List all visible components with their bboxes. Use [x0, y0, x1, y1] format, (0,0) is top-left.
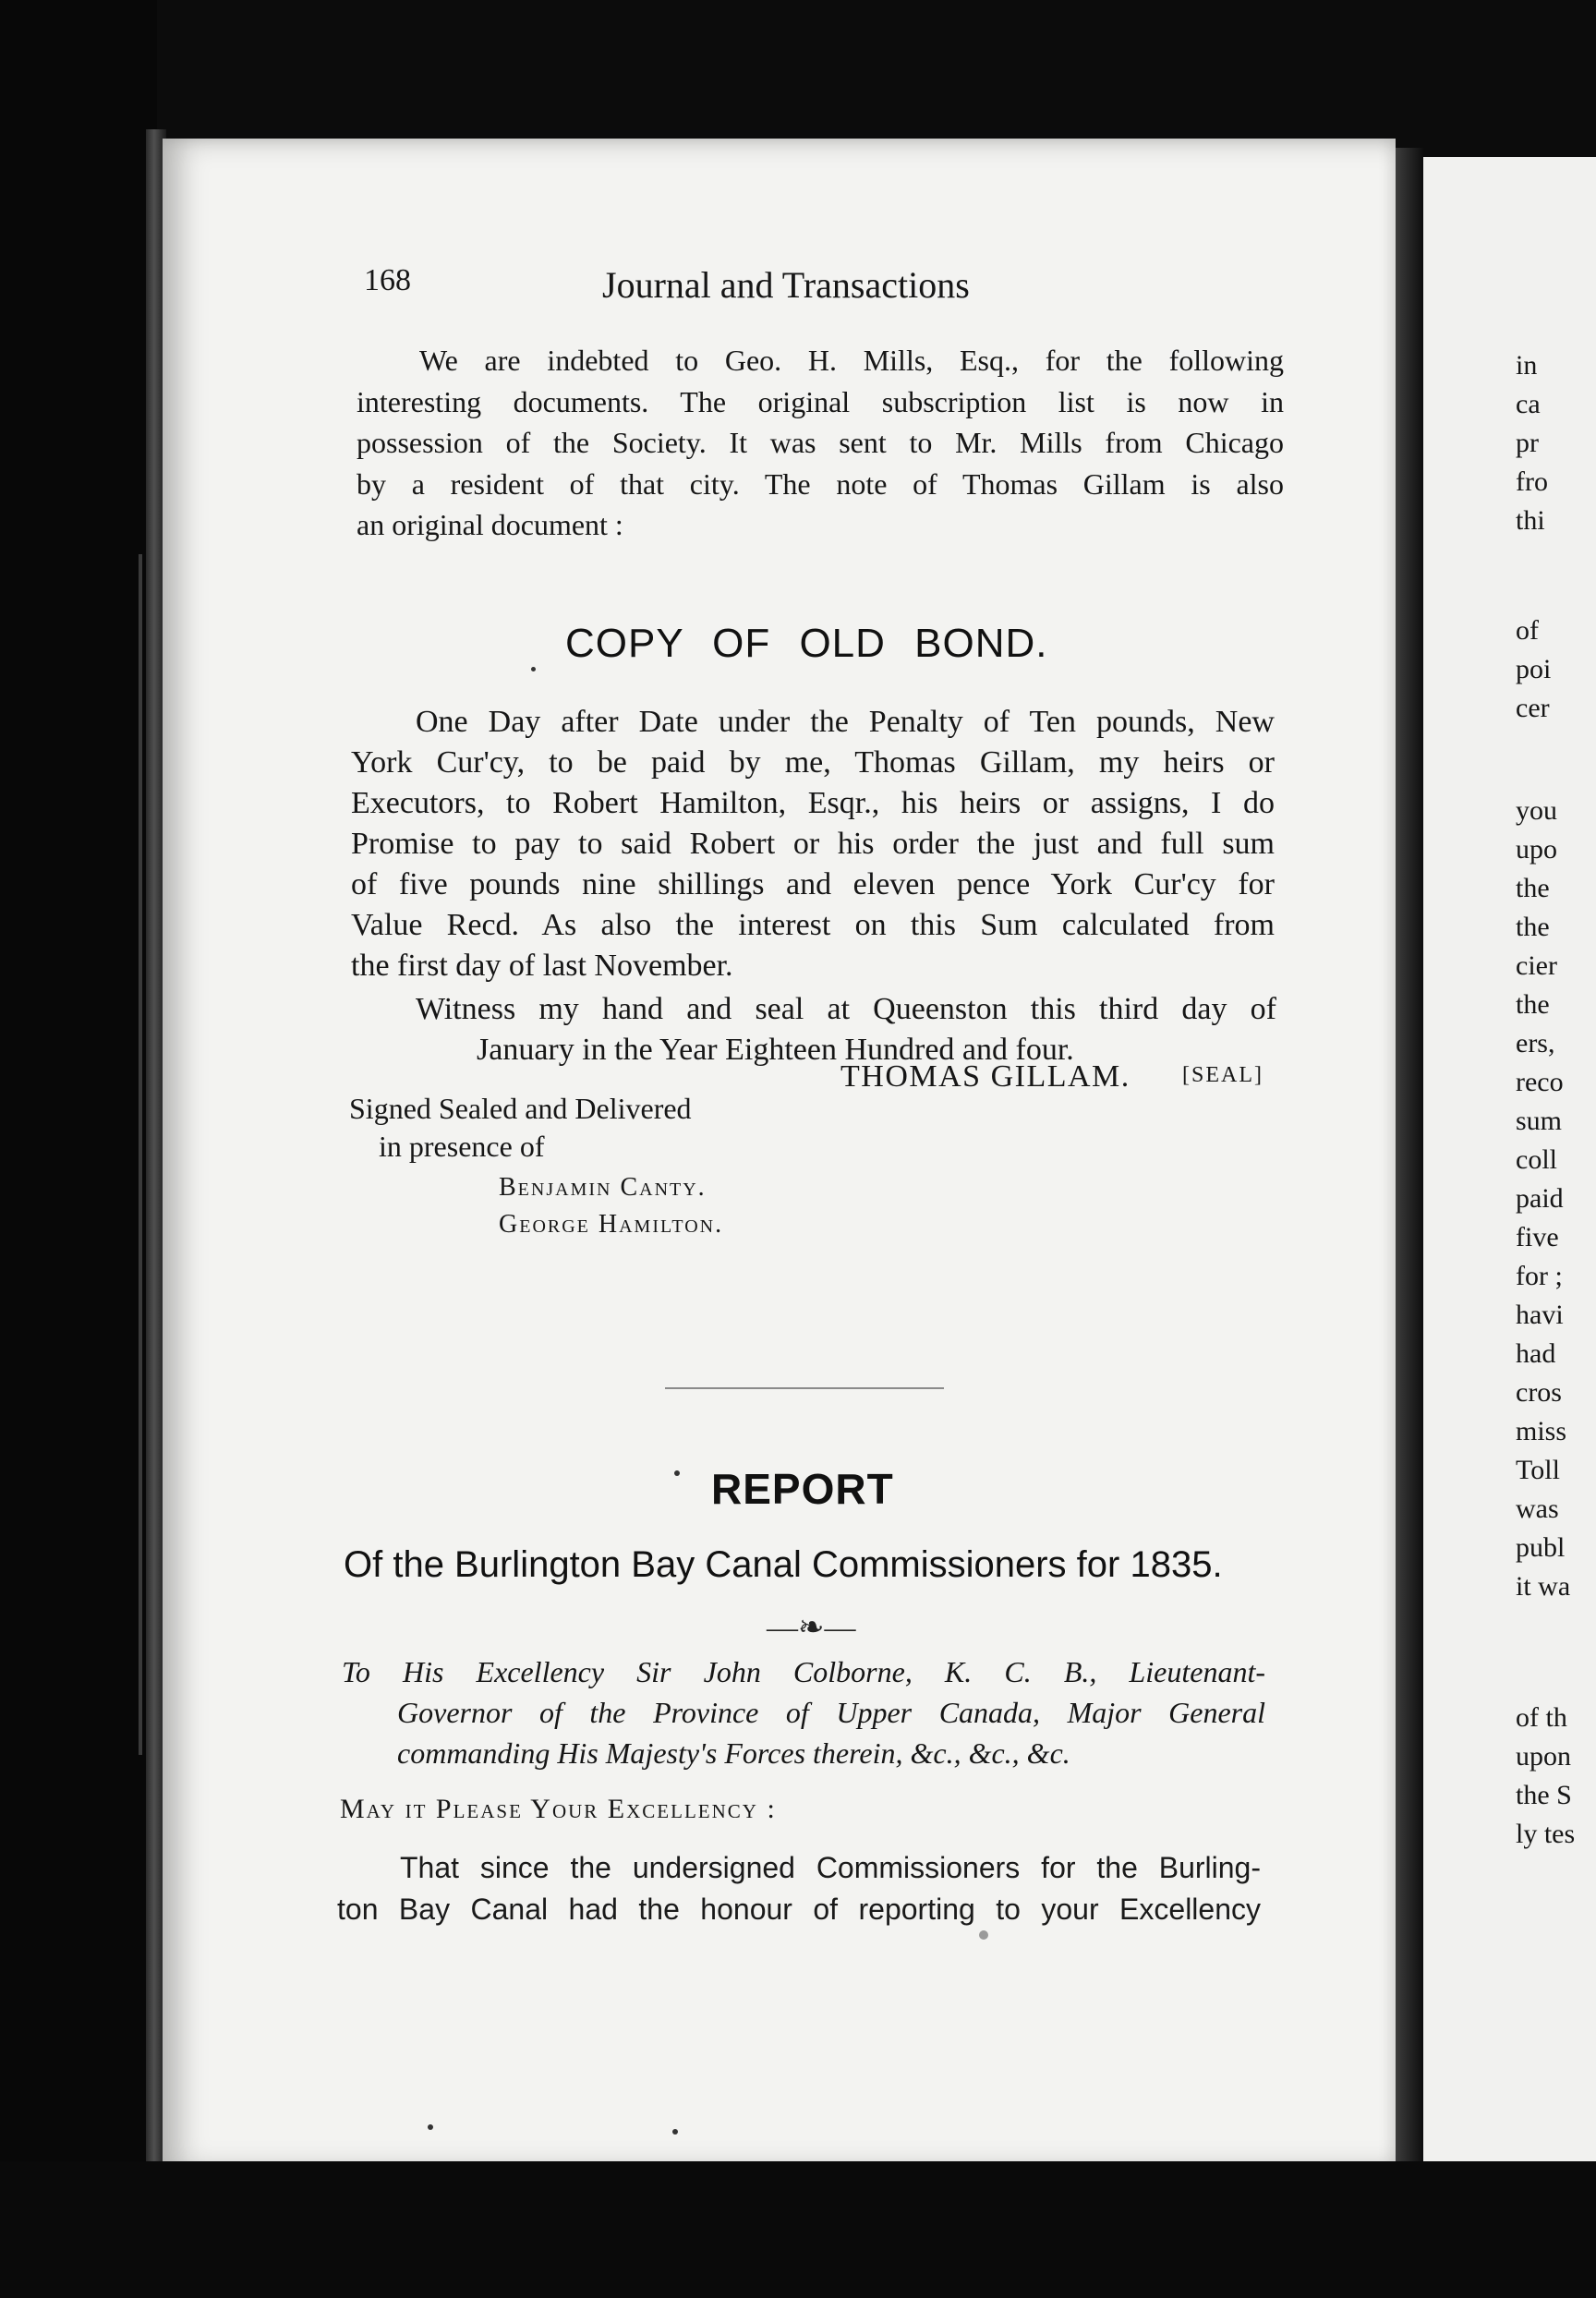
facing-page-fragment: upo: [1516, 834, 1557, 865]
text-line: That since the undersigned Commissioners for the Burling-: [400, 1851, 1261, 1884]
facing-page-fragment: sum: [1516, 1106, 1563, 1136]
scan-speck: [672, 2129, 678, 2135]
facing-page-fragment: of: [1516, 615, 1539, 646]
facing-page-fragment: of th: [1516, 1702, 1567, 1733]
facing-page-fragment: it wa: [1516, 1571, 1571, 1602]
facing-page-fragment: cros: [1516, 1377, 1562, 1408]
text-line: Governor of the Province of Upper Canada, Major General: [397, 1696, 1265, 1729]
facing-page-fragment: ers,: [1516, 1028, 1555, 1058]
text-line: possession of the Society. It was sent to Mr. Mills from Chicago: [357, 426, 1284, 459]
text-line: the first day of last November.: [351, 949, 733, 983]
facing-page: [1423, 157, 1596, 2171]
running-header: [364, 263, 1315, 319]
facing-page-fragment: the: [1516, 912, 1550, 942]
running-title: Journal and Transactions: [602, 264, 970, 306]
text-line: Witness my hand and seal at Queenston this third day of: [416, 992, 1276, 1026]
facing-page-fragment: ly tes: [1516, 1819, 1576, 1849]
seal-mark: [SEAL]: [1182, 1063, 1264, 1087]
text-line: by a resident of that city. The note of Thomas Gillam is also: [357, 466, 1284, 501]
facing-page-fragment: the: [1516, 873, 1550, 903]
scan-speck: [979, 1930, 988, 1940]
facing-page-fragment: cer: [1516, 693, 1550, 723]
facing-page-fragment: upon: [1516, 1741, 1571, 1772]
facing-page-fragment: fro: [1516, 466, 1548, 497]
witness-name: George Hamilton.: [499, 1210, 724, 1239]
facing-page-fragment: the: [1516, 989, 1550, 1020]
facing-page-fragment: in: [1516, 350, 1538, 381]
facing-page-fragment: poi: [1516, 654, 1552, 684]
facing-page-fragment: for ;: [1516, 1261, 1563, 1291]
report-heading: REPORT: [711, 1465, 894, 1513]
ornament-icon: —❧—: [767, 1611, 856, 1645]
text-line: Promise to pay to said Robert or his order the just and full sum: [351, 827, 1275, 861]
facing-page-fragment: cier: [1516, 950, 1557, 981]
section-divider: [665, 1387, 944, 1389]
binding-line: [139, 554, 142, 1755]
facing-page-fragment: miss: [1516, 1416, 1567, 1446]
facing-page-fragment: was: [1516, 1494, 1559, 1524]
page-number: 168: [364, 263, 411, 297]
book-gutter: [1396, 148, 1423, 2171]
text-line: To His Excellency Sir John Colborne, K. C. B., Lieutenant-: [342, 1655, 1265, 1688]
facing-page-fragment: pr: [1516, 428, 1539, 458]
facing-page-fragment: had: [1516, 1338, 1556, 1369]
text-line: We are indebted to Geo. H. Mills, Esq., for the following: [419, 344, 1284, 377]
facing-page-fragment: havi: [1516, 1300, 1564, 1330]
text-line: Executors, to Robert Hamilton, Esqr., his heirs or assigns, I do: [351, 786, 1275, 820]
intro-paragraph: [357, 340, 1284, 546]
facing-page-fragment: reco: [1516, 1067, 1564, 1097]
facing-page-fragment: paid: [1516, 1183, 1564, 1214]
report-subheading: Of the Burlington Bay Canal Commissioners for 1835.: [344, 1544, 1223, 1585]
facing-page-fragment: coll: [1516, 1144, 1557, 1175]
text-line: an original document :: [357, 508, 623, 541]
scan-speck: [428, 2124, 433, 2130]
text-line: January in the Year Eighteen Hundred and four.: [477, 1033, 1074, 1067]
witness-name: Benjamin Canty.: [499, 1173, 707, 1202]
facing-page-fragment: publ: [1516, 1532, 1566, 1563]
text-line: One Day after Date under the Penalty of Ten pounds, New: [416, 705, 1275, 739]
signature: THOMAS GILLAM.: [840, 1059, 1130, 1094]
scan-speck: [674, 1470, 680, 1476]
report-body: [337, 1847, 1261, 1930]
scanner-edge-bottom: [0, 2161, 1596, 2298]
bond-heading: COPY OF OLD BOND.: [565, 621, 1048, 666]
address-block: [342, 1651, 1265, 1773]
scanner-edge: [0, 0, 157, 2298]
text-line: commanding His Majesty's Forces therein, &c., &c., &c.: [397, 1736, 1070, 1770]
facing-page-fragment: the S: [1516, 1780, 1572, 1810]
witness-paragraph: [416, 989, 1276, 1070]
scan-speck: [531, 667, 536, 671]
facing-page-fragment: you: [1516, 795, 1557, 826]
bond-paragraph: [351, 702, 1275, 986]
text-line: York Cur'cy, to be paid by me, Thomas Gillam, my heirs or: [351, 745, 1275, 780]
text-line: ton Bay Canal had the honour of reporting to your Excellency: [337, 1893, 1261, 1926]
facing-page-fragment: thi: [1516, 505, 1545, 536]
text-line: of five pounds nine shillings and eleven pence York Cur'cy for: [351, 867, 1275, 901]
facing-page-fragment: ca: [1516, 389, 1541, 419]
facing-page-fragment: five: [1516, 1222, 1559, 1252]
text-line: interesting documents. The original subscription list is now in: [357, 384, 1284, 418]
signed-line: Signed Sealed and Delivered: [349, 1092, 692, 1125]
salutation: May it Please Your Excellency :: [340, 1794, 777, 1824]
text-line: Value Recd. As also the interest on this Sum calculated from: [351, 908, 1275, 942]
presence-line: in presence of: [379, 1130, 545, 1163]
facing-page-fragment: Toll: [1516, 1455, 1560, 1485]
